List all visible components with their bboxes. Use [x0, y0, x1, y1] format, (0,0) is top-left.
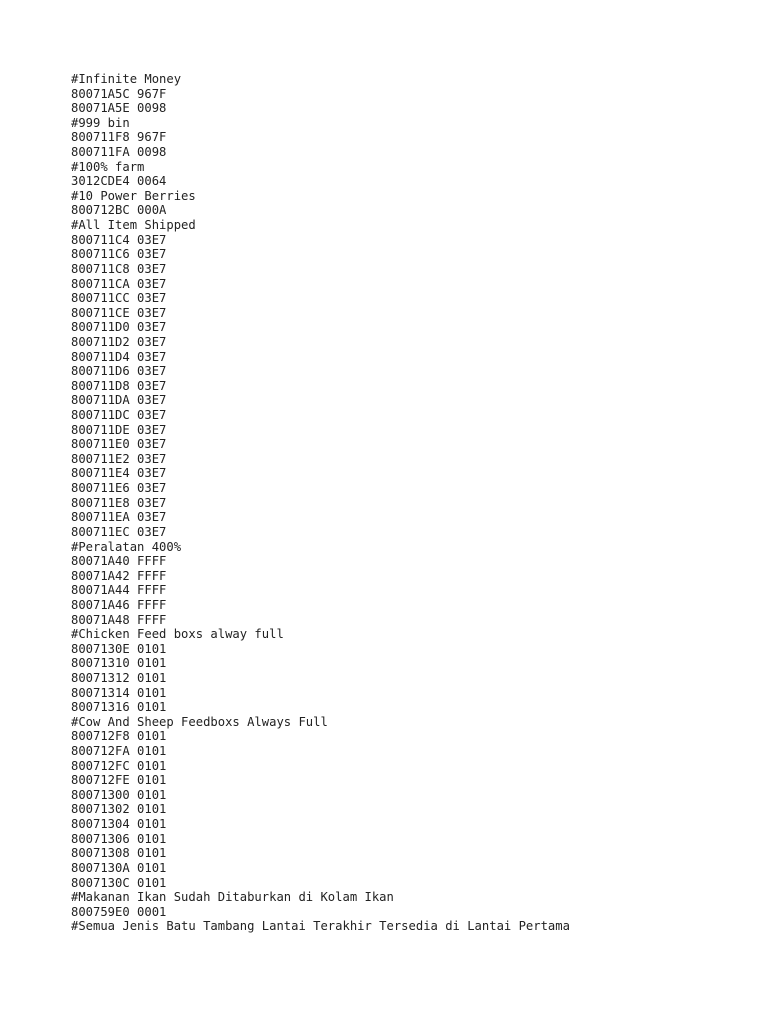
code-line: 80071304 0101: [71, 817, 167, 832]
code-line: 800711E6 03E7: [71, 481, 167, 496]
code-line: 80071316 0101: [71, 700, 167, 715]
code-line: #100% farm: [71, 159, 145, 174]
code-line: 80071308 0101: [71, 846, 167, 861]
code-line: #Semua Jenis Batu Tambang Lantai Terakhir Tersedia di Lantai Pertama: [71, 919, 570, 934]
code-line: 80071310 0101: [71, 656, 167, 671]
code-line: 800711EC 03E7: [71, 524, 167, 539]
code-line: 800711E4 03E7: [71, 466, 167, 481]
code-line: 80071312 0101: [71, 670, 167, 685]
code-line: 800711DA 03E7: [71, 393, 167, 408]
code-line: 800711D0 03E7: [71, 320, 167, 335]
code-line: 800711DC 03E7: [71, 408, 167, 423]
code-line: 800711E8 03E7: [71, 495, 167, 510]
code-line: 3012CDE4 0064: [71, 174, 167, 189]
code-line: 800712FC 0101: [71, 758, 167, 773]
code-line: 800712FA 0101: [71, 744, 167, 759]
code-line: 80071314 0101: [71, 685, 167, 700]
code-line: 80071306 0101: [71, 831, 167, 846]
code-line: #All Item Shipped: [71, 218, 196, 233]
code-line: 80071A48 FFFF: [71, 612, 167, 627]
code-line: 8007130A 0101: [71, 860, 167, 875]
code-line: 800711EA 03E7: [71, 510, 167, 525]
code-line: 8007130C 0101: [71, 875, 167, 890]
code-line: 80071A5E 0098: [71, 101, 167, 116]
code-line: #999 bin: [71, 115, 130, 130]
code-line: 80071A5C 967F: [71, 86, 167, 101]
code-line: 800711DE 03E7: [71, 422, 167, 437]
code-line: #10 Power Berries: [71, 188, 196, 203]
code-line: 80071302 0101: [71, 802, 167, 817]
code-line: 800711D4 03E7: [71, 349, 167, 364]
code-line: #Peralatan 400%: [71, 539, 182, 554]
code-line: 80071A42 FFFF: [71, 568, 167, 583]
code-line: 800711C8 03E7: [71, 261, 167, 276]
code-line: 800712F8 0101: [71, 729, 167, 744]
code-line: 800711E0 03E7: [71, 437, 167, 452]
code-line: 80071A46 FFFF: [71, 597, 167, 612]
code-line: 800711CC 03E7: [71, 291, 167, 306]
code-line: 800712BC 000A: [71, 203, 167, 218]
code-line: 800711CE 03E7: [71, 305, 167, 320]
code-line: 800711C4 03E7: [71, 232, 167, 247]
code-line: #Cow And Sheep Feedboxs Always Full: [71, 714, 328, 729]
code-line: 800711CA 03E7: [71, 276, 167, 291]
code-line: 800759E0 0001: [71, 904, 167, 919]
code-line: 800711E2 03E7: [71, 451, 167, 466]
code-line: 800712FE 0101: [71, 773, 167, 788]
code-line: 800711F8 967F: [71, 130, 167, 145]
code-line: 80071A44 FFFF: [71, 583, 167, 598]
code-line: 800711C6 03E7: [71, 247, 167, 262]
code-line: 8007130E 0101: [71, 641, 167, 656]
code-line: #Infinite Money: [71, 72, 182, 86]
code-line: 80071300 0101: [71, 787, 167, 802]
code-line: #Makanan Ikan Sudah Ditaburkan di Kolam Ikan: [71, 890, 394, 905]
code-line: 800711D2 03E7: [71, 334, 167, 349]
code-line: 800711D6 03E7: [71, 364, 167, 379]
cheat-code-list: [71, 72, 570, 934]
code-line: 800711FA 0098: [71, 145, 167, 160]
code-line: #Chicken Feed boxs alway full: [71, 627, 284, 642]
code-line: 80071A40 FFFF: [71, 554, 167, 569]
code-line: 800711D8 03E7: [71, 378, 167, 393]
